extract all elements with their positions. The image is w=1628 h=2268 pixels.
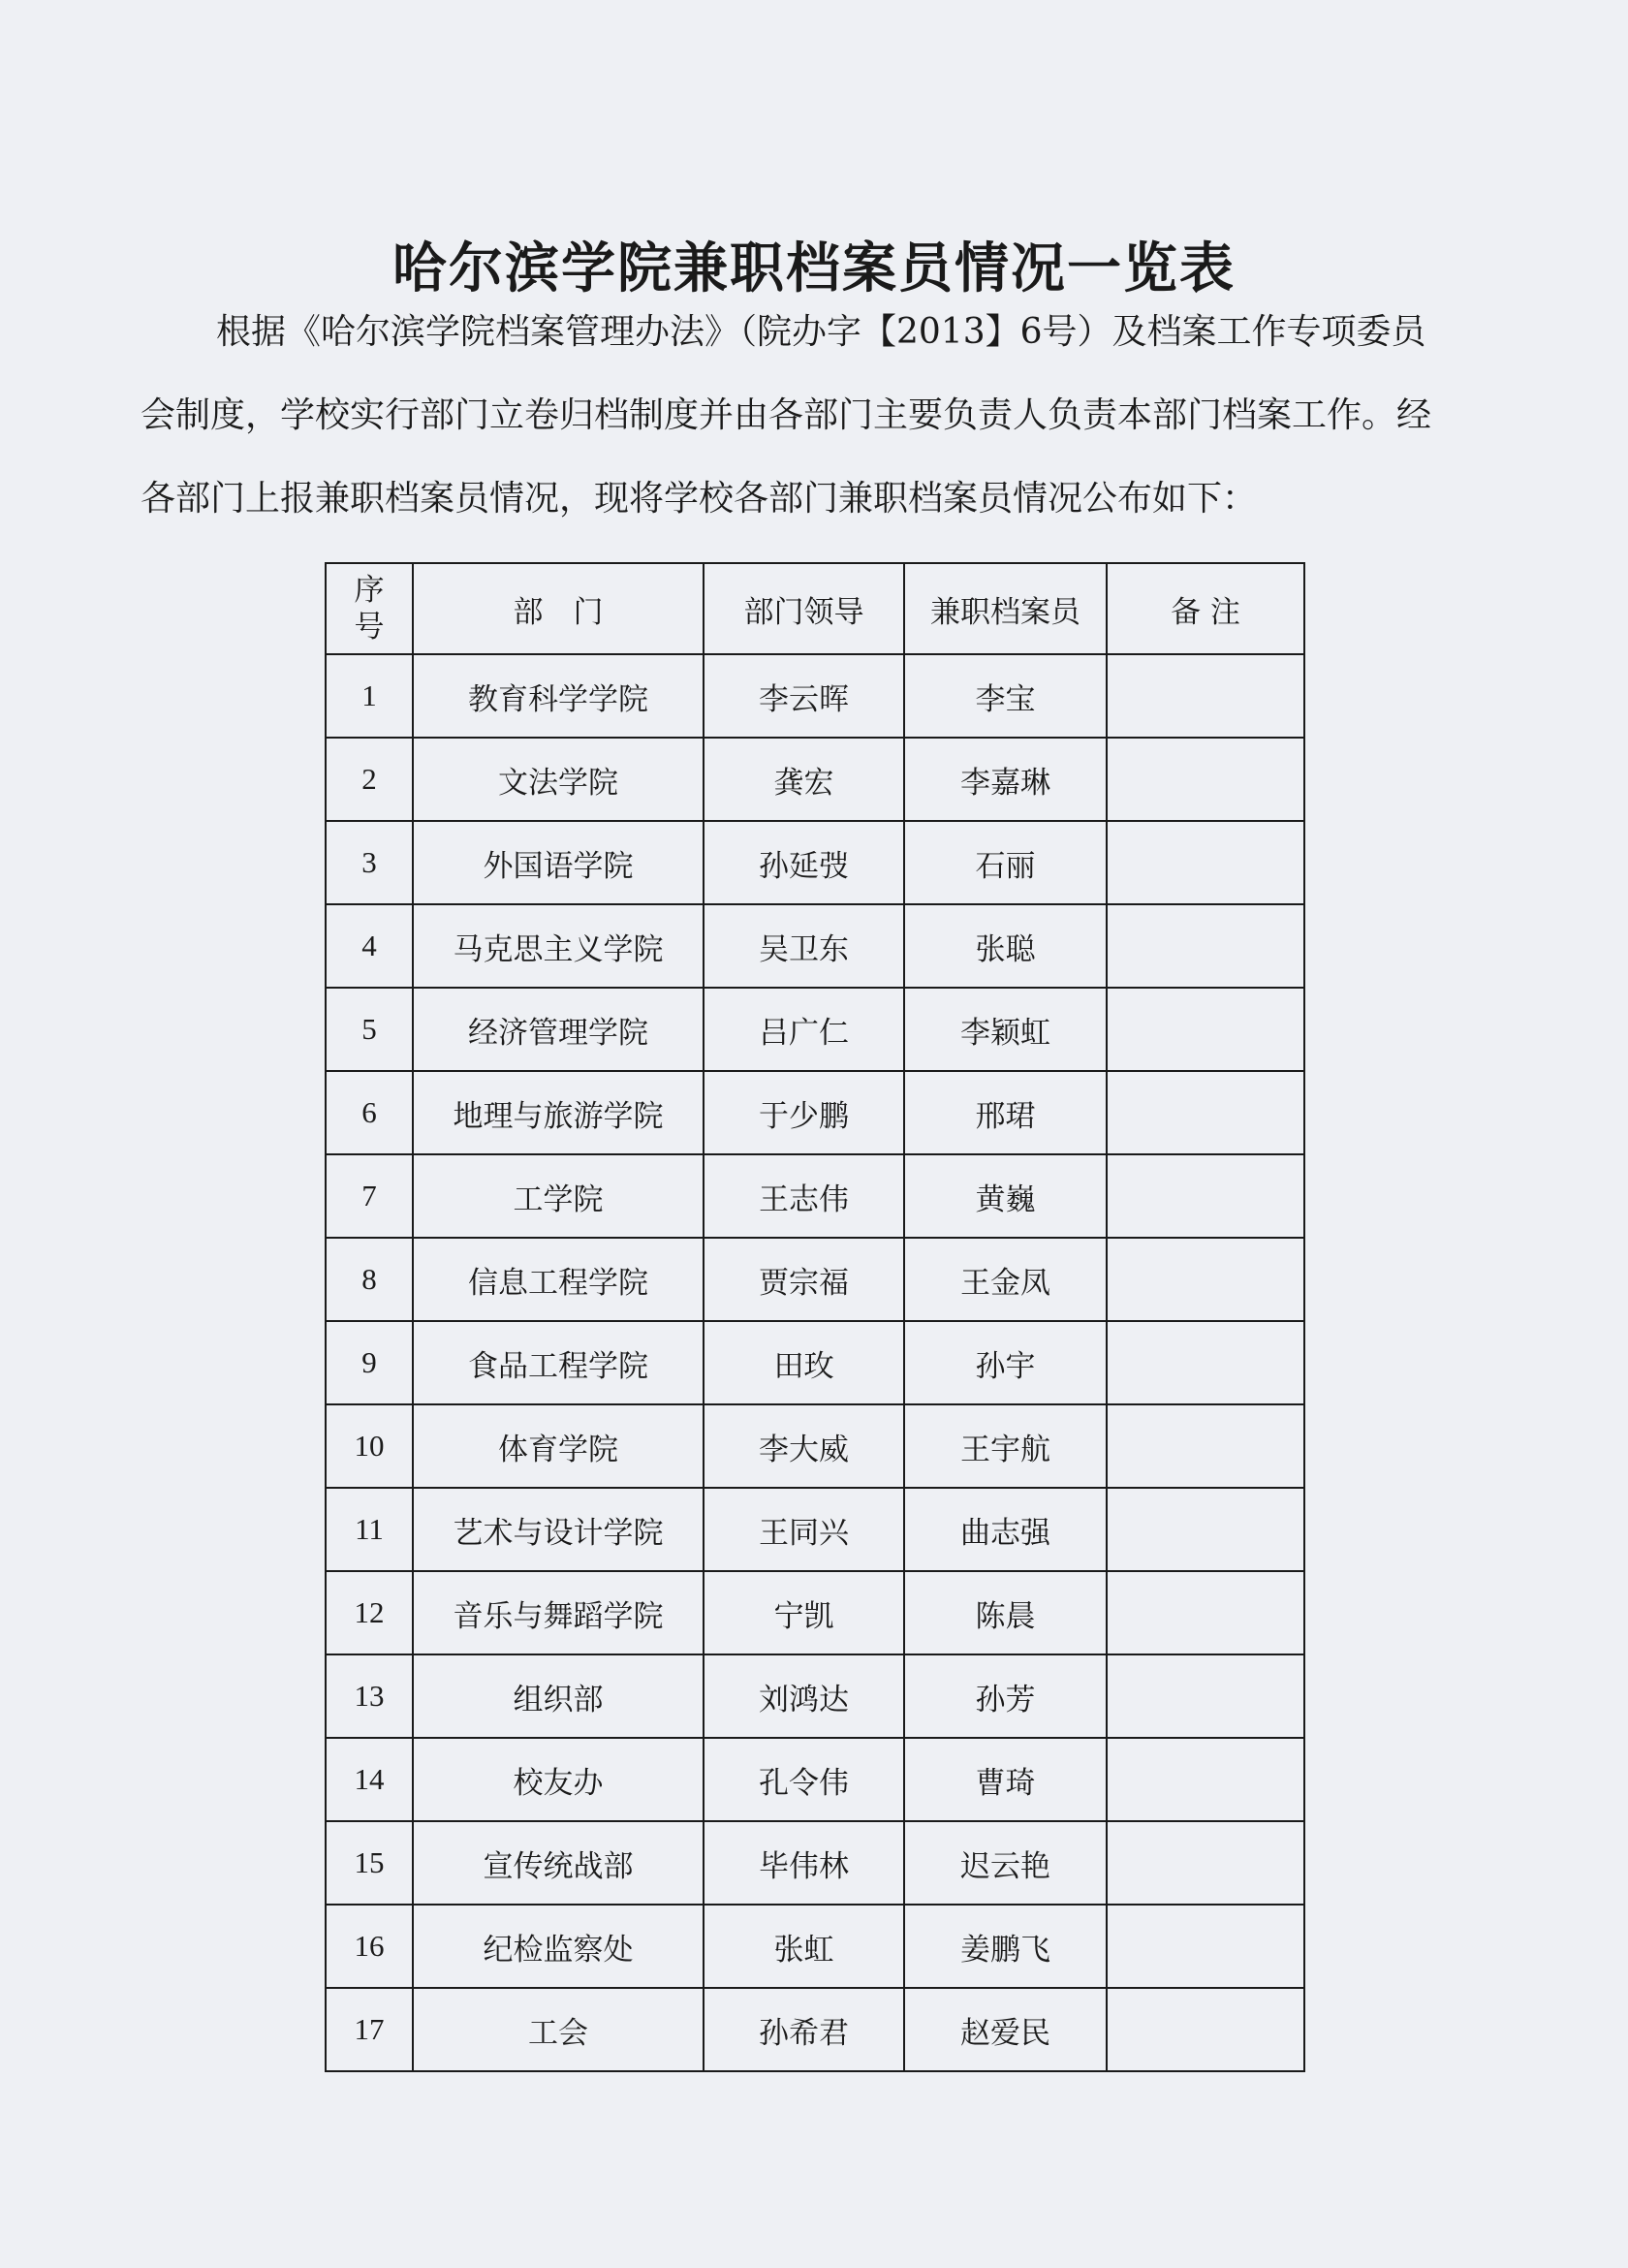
cell-archivist: 邢珺 xyxy=(904,1071,1107,1154)
header-archivist: 兼职档案员 xyxy=(904,563,1107,654)
table-header-row xyxy=(326,563,1304,654)
cell-leader: 田玫 xyxy=(704,1321,904,1404)
cell-notes xyxy=(1107,904,1304,988)
cell-leader: 吕广仁 xyxy=(704,988,904,1071)
table-row xyxy=(326,1154,1304,1238)
cell-archivist: 迟云艳 xyxy=(904,1821,1107,1905)
cell-notes xyxy=(1107,654,1304,738)
cell-department: 校友办 xyxy=(413,1738,704,1821)
cell-number: 13 xyxy=(326,1654,413,1738)
cell-notes xyxy=(1107,1738,1304,1821)
cell-archivist: 李嘉琳 xyxy=(904,738,1107,821)
table-row xyxy=(326,1905,1304,1988)
cell-department: 文法学院 xyxy=(413,738,704,821)
header-number-line1: 序 xyxy=(354,573,385,608)
cell-archivist: 孙宇 xyxy=(904,1321,1107,1404)
cell-archivist: 曲志强 xyxy=(904,1488,1107,1571)
cell-department: 教育科学学院 xyxy=(413,654,704,738)
cell-notes xyxy=(1107,1905,1304,1988)
cell-department: 外国语学院 xyxy=(413,821,704,904)
cell-notes xyxy=(1107,988,1304,1071)
cell-department: 工会 xyxy=(413,1988,704,2071)
cell-archivist: 李宝 xyxy=(904,654,1107,738)
cell-department: 组织部 xyxy=(413,1654,704,1738)
cell-notes xyxy=(1107,1988,1304,2071)
cell-number: 14 xyxy=(326,1738,413,1821)
cell-department: 地理与旅游学院 xyxy=(413,1071,704,1154)
table-row xyxy=(326,738,1304,821)
cell-number: 10 xyxy=(326,1404,413,1488)
cell-number: 11 xyxy=(326,1488,413,1571)
cell-number: 5 xyxy=(326,988,413,1071)
table-row xyxy=(326,1238,1304,1321)
cell-archivist: 李颖虹 xyxy=(904,988,1107,1071)
header-number xyxy=(326,563,413,654)
cell-number: 8 xyxy=(326,1238,413,1321)
cell-leader: 孔令伟 xyxy=(704,1738,904,1821)
cell-department: 食品工程学院 xyxy=(413,1321,704,1404)
cell-archivist: 王金凤 xyxy=(904,1238,1107,1321)
cell-number: 9 xyxy=(326,1321,413,1404)
cell-archivist: 石丽 xyxy=(904,821,1107,904)
cell-department: 信息工程学院 xyxy=(413,1238,704,1321)
cell-number: 4 xyxy=(326,904,413,988)
cell-leader: 李云晖 xyxy=(704,654,904,738)
cell-number: 15 xyxy=(326,1821,413,1905)
cell-number: 17 xyxy=(326,1988,413,2071)
cell-department: 经济管理学院 xyxy=(413,988,704,1071)
cell-number: 3 xyxy=(326,821,413,904)
cell-department: 艺术与设计学院 xyxy=(413,1488,704,1571)
table-row xyxy=(326,1071,1304,1154)
cell-notes xyxy=(1107,1321,1304,1404)
cell-notes xyxy=(1107,1404,1304,1488)
cell-leader: 吴卫东 xyxy=(704,904,904,988)
cell-number: 12 xyxy=(326,1571,413,1654)
cell-number: 2 xyxy=(326,738,413,821)
cell-number: 1 xyxy=(326,654,413,738)
cell-notes xyxy=(1107,1654,1304,1738)
header-number-line2: 号 xyxy=(354,610,385,645)
cell-notes xyxy=(1107,821,1304,904)
table-row xyxy=(326,1571,1304,1654)
cell-archivist: 姜鹏飞 xyxy=(904,1905,1107,1988)
cell-leader: 刘鸿达 xyxy=(704,1654,904,1738)
cell-department: 马克思主义学院 xyxy=(413,904,704,988)
cell-archivist: 孙芳 xyxy=(904,1654,1107,1738)
table-row xyxy=(326,1321,1304,1404)
page-title: 哈尔滨学院兼职档案员情况一览表 xyxy=(392,236,1236,300)
cell-leader: 王志伟 xyxy=(704,1154,904,1238)
cell-archivist: 陈晨 xyxy=(904,1571,1107,1654)
cell-notes xyxy=(1107,1238,1304,1321)
intro-paragraph: 根据《哈尔滨学院档案管理办法》（院办字【2013】6号）及档案工作专项委员会制度，学校实行部门立卷归档制度并由各部门主要负责人负责本部门档案工作。经各部门上报兼职档案员情况，现将学校各部门兼职档案员情况公布如下： xyxy=(141,312,1432,519)
table-row xyxy=(326,1821,1304,1905)
header-notes: 备 注 xyxy=(1107,563,1304,654)
cell-notes xyxy=(1107,1821,1304,1905)
cell-leader: 孙希君 xyxy=(704,1988,904,2071)
cell-department: 纪检监察处 xyxy=(413,1905,704,1988)
table-row xyxy=(326,1488,1304,1571)
table-row xyxy=(326,821,1304,904)
table-row xyxy=(326,1988,1304,2071)
cell-notes xyxy=(1107,1488,1304,1571)
cell-notes xyxy=(1107,738,1304,821)
cell-number: 6 xyxy=(326,1071,413,1154)
cell-archivist: 曹琦 xyxy=(904,1738,1107,1821)
cell-leader: 李大威 xyxy=(704,1404,904,1488)
table-row xyxy=(326,1404,1304,1488)
archivist-table xyxy=(325,562,1305,2072)
table-row xyxy=(326,1738,1304,1821)
cell-leader: 孙延弢 xyxy=(704,821,904,904)
cell-leader: 于少鹏 xyxy=(704,1071,904,1154)
cell-number: 16 xyxy=(326,1905,413,1988)
cell-notes xyxy=(1107,1154,1304,1238)
cell-archivist: 张聪 xyxy=(904,904,1107,988)
cell-department: 工学院 xyxy=(413,1154,704,1238)
table-body xyxy=(326,654,1304,2071)
cell-notes xyxy=(1107,1071,1304,1154)
table-row xyxy=(326,988,1304,1071)
cell-leader: 张虹 xyxy=(704,1905,904,1988)
cell-leader: 毕伟林 xyxy=(704,1821,904,1905)
header-department: 部 门 xyxy=(413,563,704,654)
cell-leader: 龚宏 xyxy=(704,738,904,821)
table-row xyxy=(326,654,1304,738)
cell-department: 体育学院 xyxy=(413,1404,704,1488)
cell-archivist: 王宇航 xyxy=(904,1404,1107,1488)
table-row xyxy=(326,904,1304,988)
cell-number: 7 xyxy=(326,1154,413,1238)
cell-notes xyxy=(1107,1571,1304,1654)
table-row xyxy=(326,1654,1304,1738)
cell-leader: 宁凯 xyxy=(704,1571,904,1654)
cell-archivist: 赵爱民 xyxy=(904,1988,1107,2071)
cell-leader: 王同兴 xyxy=(704,1488,904,1571)
cell-department: 宣传统战部 xyxy=(413,1821,704,1905)
cell-archivist: 黄巍 xyxy=(904,1154,1107,1238)
header-leader: 部门领导 xyxy=(704,563,904,654)
cell-leader: 贾宗福 xyxy=(704,1238,904,1321)
cell-department: 音乐与舞蹈学院 xyxy=(413,1571,704,1654)
